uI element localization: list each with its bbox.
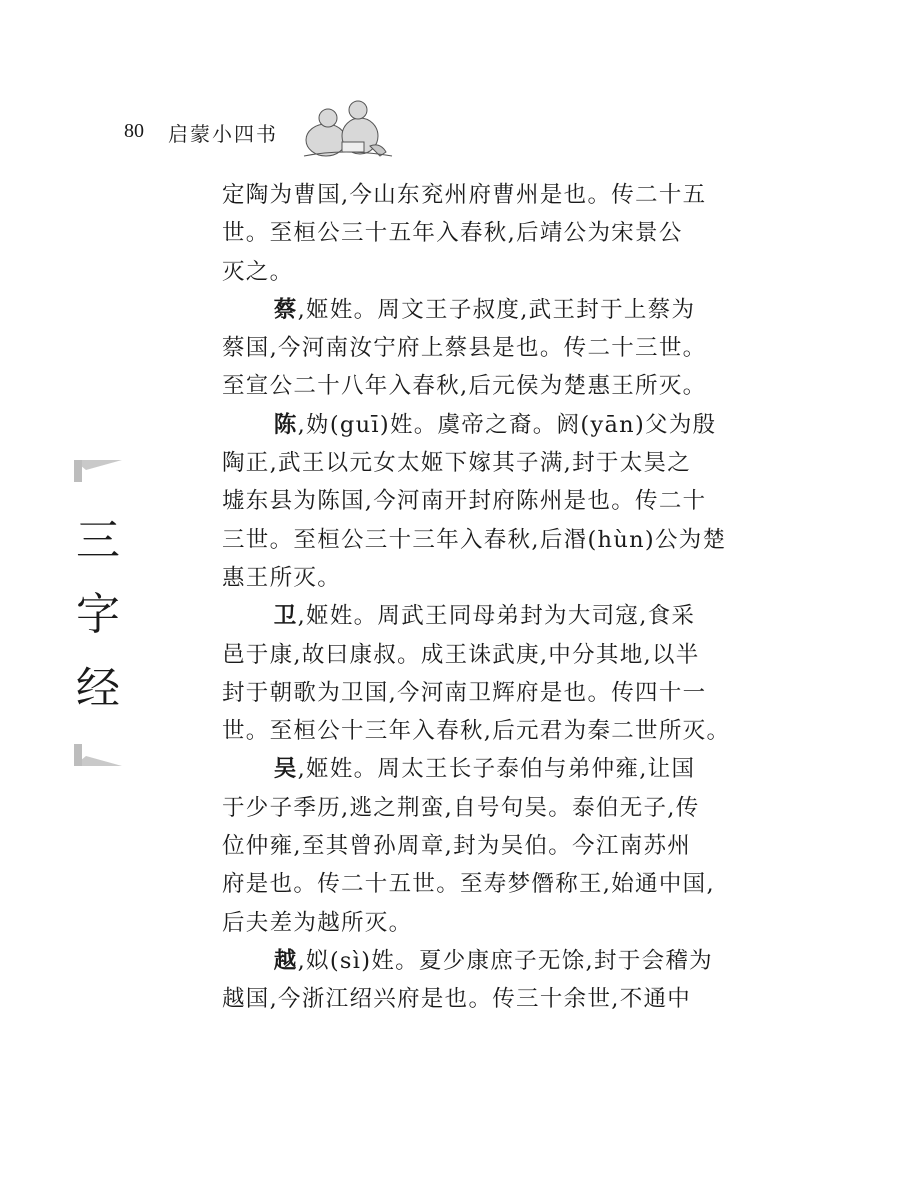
- line-text: 至宣公二十八年入春秋,后元侯为楚惠王所灭。: [222, 373, 707, 400]
- entry-keyword: 吴: [273, 756, 298, 783]
- book-title: 启蒙小四书: [168, 122, 278, 146]
- entry-keyword: 陈: [273, 411, 298, 438]
- text-line: [222, 980, 744, 1018]
- text-line: [222, 559, 744, 597]
- text-line: [222, 712, 744, 750]
- text-line: [222, 482, 744, 520]
- side-title-char: 字: [76, 589, 120, 640]
- bracket-top-icon: [74, 460, 122, 482]
- text-line: [222, 367, 744, 405]
- entry-keyword: 蔡: [273, 296, 298, 323]
- line-text: 灭之。: [222, 258, 294, 285]
- line-text: 墟东县为陈国,今河南开封府陈州是也。传二十: [222, 488, 707, 515]
- line-text: ,姬姓。周文王子叔度,武王封于上蔡为: [297, 296, 696, 323]
- line-text: 位仲雍,至其曾孙周章,封为吴伯。今江南苏州: [222, 833, 692, 860]
- entry-keyword: 越: [273, 947, 298, 974]
- text-line: [222, 942, 744, 980]
- text-line: [222, 789, 744, 827]
- reading-scholars-illustration-icon: [302, 96, 394, 160]
- text-line: [222, 750, 744, 788]
- text-line: [222, 329, 744, 367]
- line-text: 世。至桓公十三年入春秋,后元君为秦二世所灭。: [222, 718, 731, 745]
- line-text: ,姬姓。周武王同母弟封为大司寇,食采: [297, 603, 696, 630]
- text-line: [222, 253, 744, 291]
- text-line: [222, 636, 744, 674]
- line-text: 世。至桓公三十五年入春秋,后靖公为宋景公: [222, 220, 683, 247]
- text-line: [222, 827, 744, 865]
- body-text: [222, 176, 744, 1019]
- line-text: ,妫(guī)姓。虞帝之裔。阏(yān)父为殷: [297, 411, 717, 438]
- text-line: [222, 291, 744, 329]
- line-text: 蔡国,今河南汝宁府上蔡县是也。传二十三世。: [222, 335, 707, 362]
- line-text: 越国,今浙江绍兴府是也。传三十余世,不通中: [222, 986, 692, 1013]
- bracket-bottom-icon: [74, 744, 122, 766]
- text-line: [222, 176, 744, 214]
- text-line: [222, 521, 744, 559]
- line-text: 府是也。传二十五世。至寿梦僭称王,始通中国,: [222, 871, 715, 898]
- text-line: [222, 904, 744, 942]
- text-line: [222, 865, 744, 903]
- text-line: [222, 674, 744, 712]
- text-line: [222, 444, 744, 482]
- page-number: 80: [124, 120, 144, 142]
- line-text: 三世。至桓公三十三年入春秋,后湣(hùn)公为楚: [222, 526, 727, 553]
- side-title-char: 三: [76, 515, 120, 566]
- section-side-title: [74, 460, 122, 770]
- line-text: ,姬姓。周太王长子泰伯与弟仲雍,让国: [297, 756, 696, 783]
- line-text: 定陶为曹国,今山东兖州府曹州是也。传二十五: [222, 182, 707, 208]
- text-line: [222, 597, 744, 635]
- text-line: [222, 406, 744, 444]
- side-title-char: 经: [76, 663, 120, 714]
- text-line: [222, 214, 744, 252]
- line-text: 陶正,武王以元女太姬下嫁其子满,封于太昊之: [222, 450, 692, 477]
- page-header: [124, 118, 424, 158]
- entry-keyword: 卫: [273, 603, 298, 630]
- side-title-text: [74, 504, 122, 726]
- line-text: 惠王所灭。: [222, 564, 342, 591]
- line-text: 邑于康,故曰康叔。成王诛武庚,中分其地,以半: [222, 641, 700, 668]
- line-text: ,姒(sì)姓。夏少康庶子无馀,封于会稽为: [297, 947, 713, 974]
- line-text: 于少子季历,逃之荆蛮,自号句吴。泰伯无子,传: [222, 794, 700, 821]
- line-text: 后夫差为越所灭。: [222, 909, 413, 936]
- line-text: 封于朝歌为卫国,今河南卫辉府是也。传四十一: [222, 679, 707, 706]
